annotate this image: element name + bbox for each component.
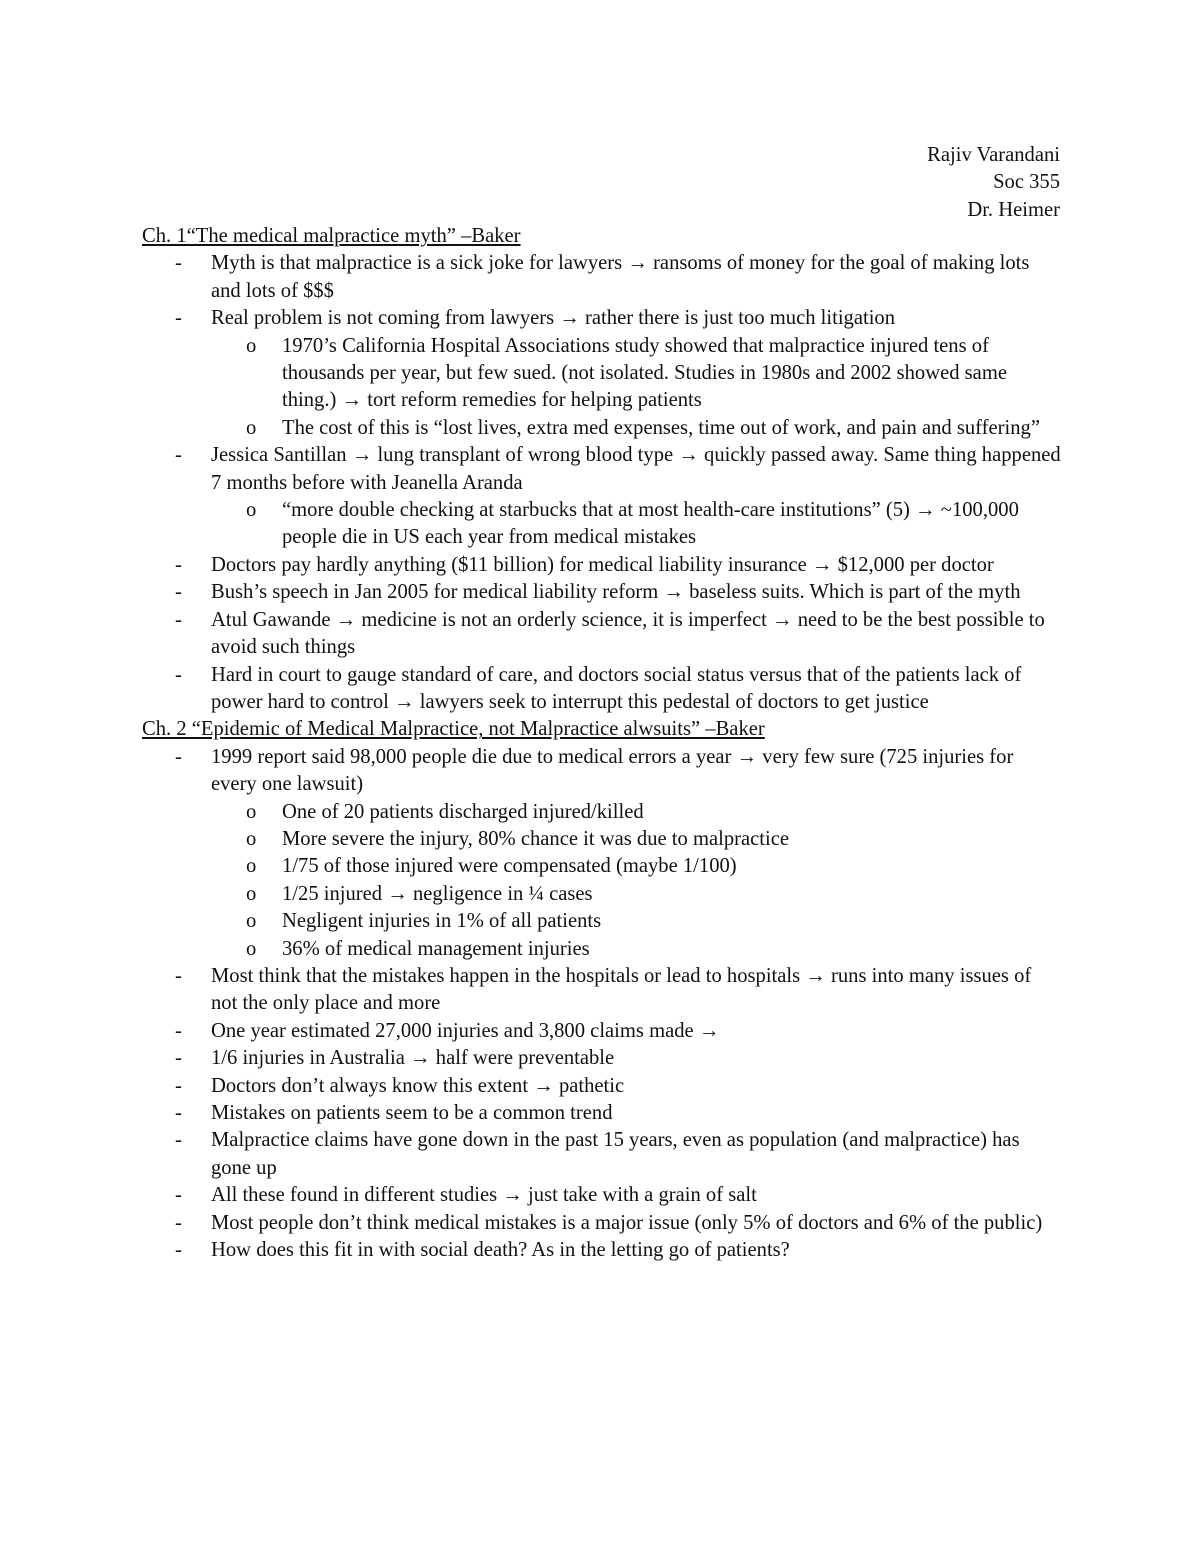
list-item-text: Most people don’t think medical mistakes is a major issue (only 5% of doctors and 6% of the public) <box>211 1211 1043 1234</box>
sub-list-item <box>246 333 1062 415</box>
course-code: Soc 355 <box>993 171 1060 194</box>
list-item <box>175 1210 1062 1237</box>
list-item <box>175 1073 1062 1100</box>
circle-bullet-icon: o <box>246 416 257 439</box>
list-item <box>175 442 1062 552</box>
circle-bullet-icon: o <box>246 827 257 850</box>
notes-body <box>142 223 1062 1264</box>
sub-list-item-text: 36% of medical management injuries <box>282 937 590 960</box>
dash-bullet-icon: - <box>175 1074 182 1097</box>
dash-bullet-icon: - <box>175 1184 182 1207</box>
sub-list-item <box>246 799 1062 826</box>
dash-bullet-icon: - <box>175 663 182 686</box>
list-item <box>175 579 1062 606</box>
sub-list-item <box>246 497 1062 552</box>
list-item <box>175 250 1062 305</box>
author-name: Rajiv Varandani <box>927 144 1060 166</box>
dash-bullet-icon: - <box>175 745 182 768</box>
dash-bullet-icon: - <box>175 1019 182 1042</box>
sub-list-item-text: Negligent injuries in 1% of all patients <box>282 910 602 933</box>
dash-bullet-icon: - <box>175 1211 182 1234</box>
list-item <box>175 1045 1062 1072</box>
list-item-text: Mistakes on patients seem to be a common trend <box>211 1102 613 1124</box>
instructor-name: Dr. Heimer <box>967 198 1060 221</box>
list-item <box>175 305 1062 442</box>
sub-list-item-text: 1/25 injured → negligence in ¼ cases <box>282 882 593 905</box>
sub-list-item-text: 1/75 of those injured were compensated (maybe 1/100) <box>282 855 737 878</box>
list-item-text: One year estimated 27,000 injuries and 3,800 claims made → <box>211 1019 720 1042</box>
sub-list-item <box>246 415 1062 442</box>
dash-bullet-icon: - <box>175 964 182 987</box>
list-item-text: Jessica Santillan → lung transplant of wrong blood type → quickly passed away. Same thing happened 7 months before with Jeanella Aranda <box>211 444 1061 494</box>
list-item-text: Bush’s speech in Jan 2005 for medical liability reform → baseless suits. Which is part of the myth <box>211 581 1021 604</box>
sub-list-item <box>246 936 1062 963</box>
sub-bullet-list <box>211 799 1062 963</box>
list-item <box>175 744 1062 963</box>
document-header <box>927 142 1060 224</box>
list-item <box>175 662 1062 717</box>
sub-bullet-list <box>211 333 1062 443</box>
dash-bullet-icon: - <box>175 444 182 467</box>
dash-bullet-icon: - <box>175 1102 182 1124</box>
sub-list-item-text: 1970’s California Hospital Associations study showed that malpractice injured tens of thousands per year, but few sued. (not isolated. Studies in 1980s and 2002 showed same thing.) → tort reform remedies for helping patients <box>282 334 1007 412</box>
list-item <box>175 1182 1062 1209</box>
circle-bullet-icon: o <box>246 855 257 878</box>
sub-list-item <box>246 881 1062 908</box>
dash-bullet-icon: - <box>175 307 182 330</box>
section-title: Ch. 2 “Epidemic of Medical Malpractice, not Malpractice alwsuits” –Baker <box>142 718 765 741</box>
list-item-text: Doctors pay hardly anything ($11 billion) for medical liability insurance → $12,000 per doctor <box>211 553 994 576</box>
list-item-text: All these found in different studies → just take with a grain of salt <box>211 1184 757 1207</box>
list-item <box>175 1100 1062 1127</box>
sub-list-item-text: One of 20 patients discharged injured/killed <box>282 800 644 823</box>
list-item-text: Doctors don’t always know this extent → pathetic <box>211 1074 625 1097</box>
circle-bullet-icon: o <box>246 334 257 357</box>
dash-bullet-icon: - <box>175 553 182 576</box>
list-item-text: 1/6 injuries in Australia → half were preventable <box>211 1047 615 1070</box>
dash-bullet-icon: - <box>175 608 182 631</box>
sub-list-item <box>246 908 1062 935</box>
bullet-list <box>142 250 1062 716</box>
sub-list-item-text: The cost of this is “lost lives, extra med expenses, time out of work, and pain and suffering” <box>282 416 1040 439</box>
sub-list-item <box>246 853 1062 880</box>
list-item-text: Hard in court to gauge standard of care, and doctors social status versus that of the patients lack of power hard to control → lawyers seek to interrupt this pedestal of doctors to get justice <box>211 663 1022 713</box>
circle-bullet-icon: o <box>246 937 257 960</box>
dash-bullet-icon: - <box>175 1239 182 1262</box>
list-item-text: Most think that the mistakes happen in the hospitals or lead to hospitals → runs into many issues of not the only place and more <box>211 964 1032 1015</box>
list-item <box>175 1237 1062 1264</box>
sub-list-item <box>246 826 1062 853</box>
list-item <box>175 963 1062 1018</box>
list-item-text: Real problem is not coming from lawyers → rather there is just too much litigation <box>211 307 896 330</box>
sub-list-item-text: “more double checking at starbucks that at most health-care institutions” (5) → ~100,000 people die in US each year from medical mistakes <box>282 499 1019 549</box>
list-item-text: Atul Gawande → medicine is not an orderly science, it is imperfect → need to be the best possible to avoid such things <box>211 608 1045 659</box>
list-item <box>175 607 1062 662</box>
circle-bullet-icon: o <box>246 800 257 823</box>
circle-bullet-icon: o <box>246 499 257 522</box>
section-title: Ch. 1“The medical malpractice myth” –Baker <box>142 225 521 247</box>
circle-bullet-icon: o <box>246 910 257 933</box>
dash-bullet-icon: - <box>175 581 182 604</box>
list-item-text: 1999 report said 98,000 people die due to medical errors a year → very few sure (725 injuries for every one lawsuit) <box>211 745 1014 796</box>
list-item-text: How does this fit in with social death? As in the letting go of patients? <box>211 1239 790 1262</box>
sub-bullet-list <box>211 497 1062 552</box>
dash-bullet-icon: - <box>175 1047 182 1070</box>
list-item-text: Myth is that malpractice is a sick joke for lawyers → ransoms of money for the goal of making lots and lots of $$$ <box>211 252 1030 302</box>
circle-bullet-icon: o <box>246 882 257 905</box>
bullet-list <box>142 744 1062 1265</box>
sub-list-item-text: More severe the injury, 80% chance it was due to malpractice <box>282 827 790 850</box>
list-item <box>175 1018 1062 1045</box>
list-item-text: Malpractice claims have gone down in the past 15 years, even as population (and malpractice) has gone up <box>211 1129 1020 1179</box>
list-item <box>175 1127 1062 1182</box>
dash-bullet-icon: - <box>175 252 182 275</box>
list-item <box>175 552 1062 579</box>
dash-bullet-icon: - <box>175 1129 182 1152</box>
